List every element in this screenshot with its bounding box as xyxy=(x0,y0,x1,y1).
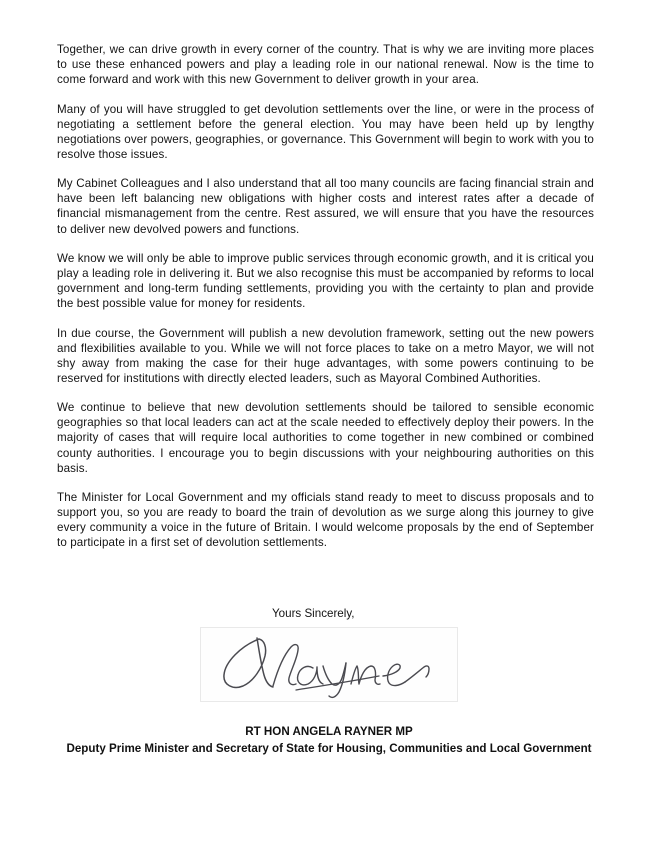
letter-paragraph: My Cabinet Colleagues and I also understand that all too many councils are facing financial strain and have been left balancing new obligations with higher costs and interest rates after a decade of financial mismanagement from the centre. Rest assured, we will ensure that you have the resources to deliver new devolved powers and functions. xyxy=(57,177,594,236)
signoff-name: RT HON ANGELA RAYNER MP xyxy=(245,725,413,738)
letter-paragraph: We continue to believe that new devolution settlements should be tailored to sensible economic geographies so that local leaders can act at the scale needed to effectively deploy their powers. In the majority of cases that will require local authorities to come together in new combined or combined county authorities. I encourage you to begin discussions with your neighbouring authorities on this basis. xyxy=(57,401,594,475)
signoff-title: Deputy Prime Minister and Secretary of State for Housing, Communities and Local Government xyxy=(66,742,592,755)
signature-image xyxy=(200,627,458,702)
closing-salutation: Yours Sincerely, xyxy=(272,607,355,620)
letter-paragraph: The Minister for Local Government and my officials stand ready to meet to discuss proposals and to support you, so you are ready to board the train of devolution as we surge along this journey to give every community a voice in the future of Britain. I would welcome proposals by the end of September to participate in a first set of devolution settlements. xyxy=(57,491,594,550)
letter-paragraph: In due course, the Government will publish a new devolution framework, setting out the new powers and flexibilities available to you. While we will not force places to take on a metro Mayor, we will not shy away from making the case for their huge advantages, with some powers continuing to be reserved for institutions with directly elected leaders, such as Mayoral Combined Authorities. xyxy=(57,326,594,385)
letter-body xyxy=(57,42,594,550)
letter-paragraph: Many of you will have struggled to get devolution settlements over the line, or were in the process of negotiating a settlement before the general election. You may have been held up by lengthy negotiations over powers, geographies, or governance. This Government will begin to work with you to resolve those issues. xyxy=(57,102,594,161)
letter-paragraph: Together, we can drive growth in every corner of the country. That is why we are inviting more places to use these enhanced powers and play a leading role in our national renewal. Now is the time to come forward and work with this new Government to deliver growth in your area. xyxy=(57,43,594,87)
signoff-block xyxy=(0,724,650,756)
letter-paragraph: We know we will only be able to improve public services through economic growth, and it is critical you play a leading role in delivering it. But we also recognise this must be accompanied by reforms to local government and long-term funding settlements, providing you with the certainty to plan and provide the best possible value for money for residents. xyxy=(57,251,594,311)
closing-block xyxy=(57,606,594,702)
